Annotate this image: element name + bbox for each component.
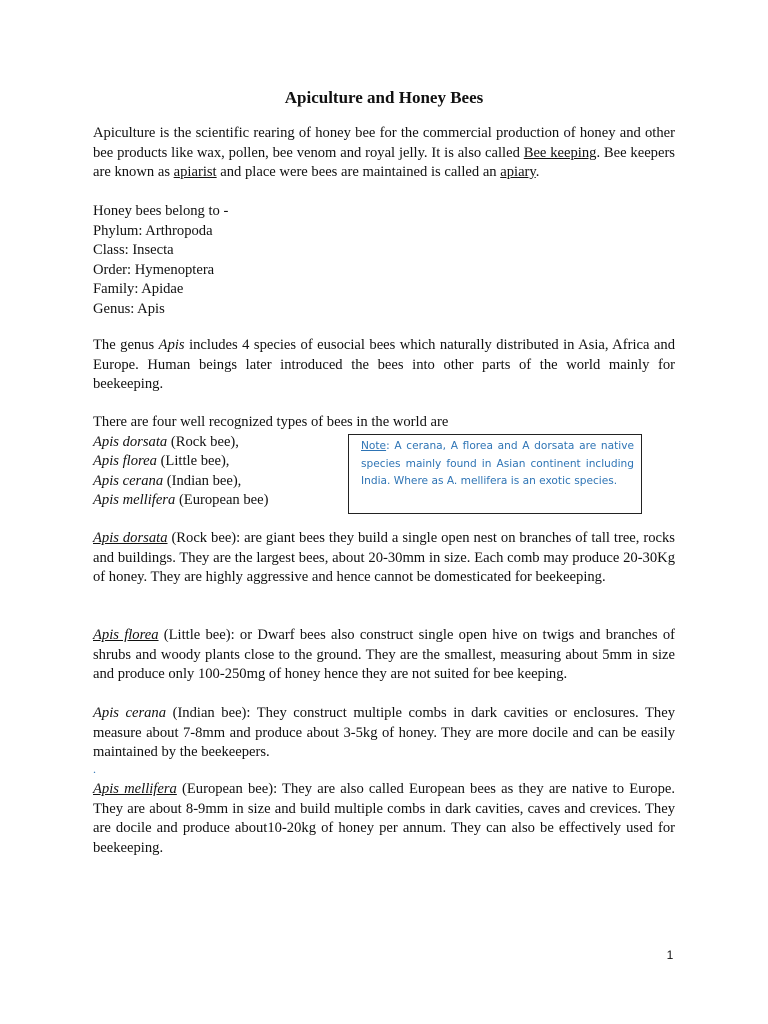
species-name: Apis mellifera [93,781,177,797]
bee-types-heading: There are four well recognized types of bees in the world are [93,414,449,430]
note-label: Note [361,440,387,452]
species-description: (Rock bee): are giant bees they build a single open nest on branches of tall tree, rocks and buildings. They are the largest bees, about 20-30mm in size. Each comb may produce 20-30Kg of honey. They are highly aggressive and hence cannot be domesticated for beekeeping. [93,530,675,585]
term-apiary: apiary [500,164,536,180]
species-name: Apis mellifera [93,492,176,508]
genus-name: Apis [158,337,185,353]
classification-family: Family: Apidae [93,281,184,297]
cerana-paragraph [93,704,675,763]
genus-text-2: includes 4 species of eusocial bees which naturally distributed in Asia, Africa and Europe. Human beings later introduced the bees into other parts of the world mainly for beekeeping. [93,337,675,392]
genus-text-1: The genus [93,337,159,353]
species-common-name: (Rock bee), [167,433,239,450]
genus-paragraph [93,336,675,395]
stray-mark: . [93,762,96,776]
classification-class: Class: Insecta [93,242,174,258]
species-name: Apis cerana [93,472,164,489]
species-name: Apis florea [93,453,157,469]
classification-block [93,202,675,319]
intro-text-3: and place were bees are maintained is called an [216,164,501,180]
classification-genus: Genus: Apis [93,300,165,317]
classification-order: Order: Hymenoptera [93,261,215,278]
species-common-name: (Little bee), [156,453,230,469]
species-description: (Indian bee): They construct multiple combs in dark cavities or enclosures. They measure about 7-8mm and produce about 3-5kg of honey. They are more docile and can be easily maintained by the beekeepers. [93,705,675,760]
species-name: Apis cerana [93,705,167,721]
species-name: Apis dorsata [93,530,168,546]
species-common-name: (European bee) [175,492,269,508]
intro-text-1: Apiculture is the scientific rearing of honey bee for the commercial production of honey and other bee products like wax, pollen, bee venom and royal jelly. It is also called [93,125,675,161]
dorsata-paragraph [93,529,675,588]
mellifera-paragraph [93,780,675,858]
page-number: 1 [666,948,674,962]
classification-heading: Honey bees belong to - [93,203,229,219]
species-description: (European bee): They are also called European bees as they are native to Europe. They are about 8-9mm in size and build multiple combs in dark cavities, caves and crevices. They are docile and produce about10-20kg of honey per annum. They can also be effectively used for beekeeping. [93,781,675,856]
note-text: : A cerana, A florea and A dorsata are native species mainly found in Asian continent including India. Where as A. mellifera is an exotic species. [361,440,634,487]
species-name: Apis dorsata [93,433,168,450]
intro-paragraph [93,124,675,183]
note-box [348,434,642,514]
species-common-name: (Indian bee), [163,472,242,489]
classification-phylum: Phylum: Arthropoda [93,222,213,239]
intro-text-4: . [535,164,540,180]
term-bee-keeping: Bee keeping [523,144,597,161]
species-name: Apis florea [93,627,159,643]
species-description: (Little bee): or Dwarf bees also construct single open hive on twigs and branches of shrubs and woody plants close to the ground. They are the smallest, measuring about 5mm in size and produce only 100-250mg of honey hence they are not suited for bee keeping. [93,627,676,682]
intro-text-2: . Bee keepers are known as [93,144,675,180]
florea-paragraph [93,626,675,685]
page-title: Apiculture and Honey Bees [284,88,484,107]
term-apiarist: apiarist [173,164,217,180]
